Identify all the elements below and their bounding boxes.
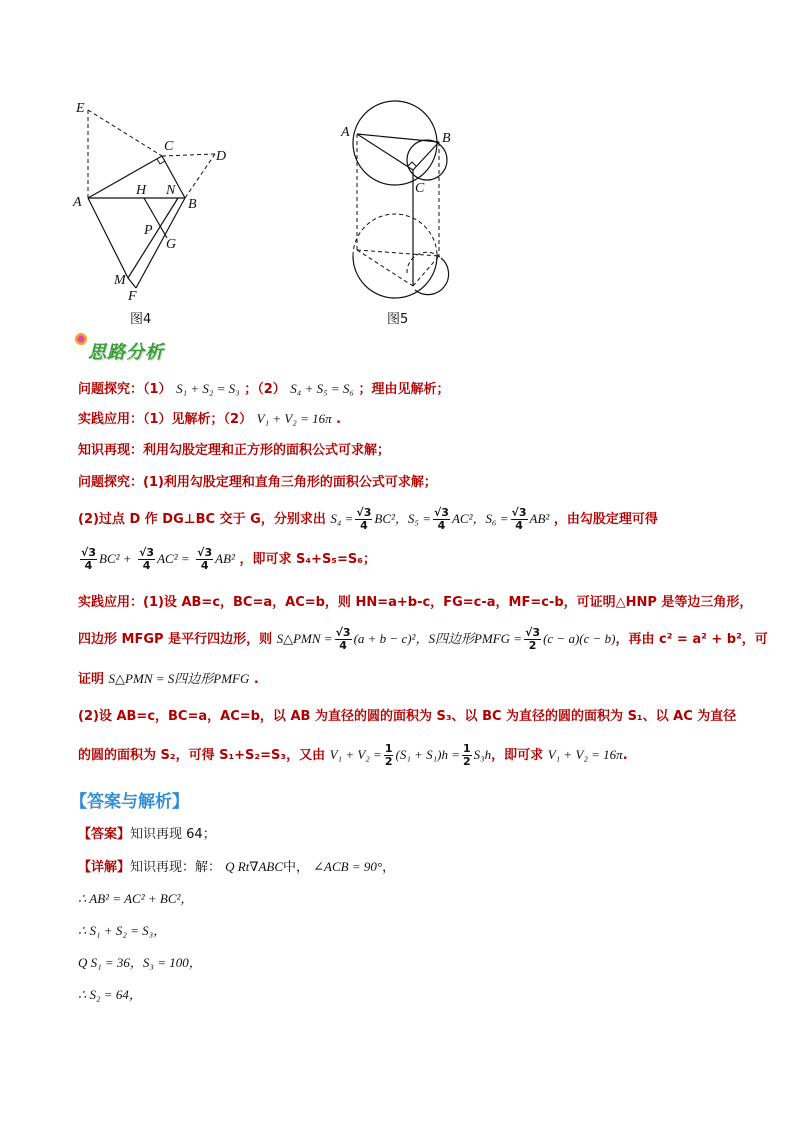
answer-line-2: 【详解】知识再现：解： Q Rt∇ABC中， ∠ACB = 90°，: [78, 859, 396, 875]
figure-4: [70, 98, 240, 308]
point-label-H: H: [136, 183, 147, 198]
point-label-B: B: [442, 131, 451, 146]
point-label-C: C: [164, 139, 174, 154]
analysis-line-8: 四边形 MFGP 是平行四边形，则 S△PMN = $\frac{√3}{4}$ (a + b − c)²，S四边形PMFG = $\frac{√3}{2}$ (c − a)(c − b)，再由 c² = a² + b²，可: [78, 626, 768, 652]
answer-heading: 【答案与解析】: [70, 792, 189, 812]
analysis-line-9: 证明 S△PMN = S四边形PMFG .: [78, 671, 259, 687]
point-label-P: P: [144, 223, 153, 238]
analysis-logo: 思路分析: [80, 338, 172, 364]
figure-5: [335, 98, 465, 308]
figure-5-diagram: [335, 98, 465, 308]
point-label-C: C: [415, 181, 425, 196]
figure-4-diagram: [70, 98, 240, 308]
answer-line-3: ∴ AB² = AC² + BC²，: [78, 891, 194, 906]
point-label-G: G: [166, 237, 177, 252]
analysis-line-2: 实践应用：（1）见解析；（2） V₁ + V₂ = 16π .: [78, 411, 342, 427]
figure-4-caption: 图4: [130, 312, 152, 327]
point-label-N: N: [166, 183, 176, 198]
point-label-E: E: [76, 101, 85, 116]
answer-line-1: 【答案】知识再现 64；: [78, 827, 216, 842]
analysis-line-11: 的圆的面积为 S₂，可得 S₁+S₂=S₃，又由 V₁ + V₂ = $\frac{1}{2}$ (S₁ + S₁)h = $\frac{1}{2}$ S₃h，即可求 V₁ + V₂ = 16π.: [78, 742, 628, 768]
analysis-line-7: 实践应用：(1)设 AB=c，BC=a，AC=b，则 HN=a+b-c，FG=c-a，MF=c-b，可证明△HNP 是等边三角形，: [78, 595, 753, 610]
figure-5-caption: 图5: [387, 312, 409, 327]
analysis-line-5: (2)过点 D 作 DG⊥BC 交于 G，分别求出 S₄ = $\frac{√3}{4}$ BC²，S₅ = $\frac{√3}{4}$ AC²，S₆ = $\frac{√3}{4}$ AB² ，由勾股定理可得: [78, 506, 658, 532]
analysis-line-4: 问题探究：(1)利用勾股定理和直角三角形的面积公式可求解；: [78, 475, 437, 490]
point-label-A: A: [73, 195, 82, 210]
answer-line-5: Q S₁ = 36，S₃ = 100，: [78, 955, 202, 970]
answer-line-6: ∴ S₂ = 64，: [78, 987, 142, 1002]
point-label-D: D: [216, 149, 227, 164]
analysis-line-6: $\frac{√3}{4}$ BC² + $\frac{√3}{4}$ AC² = $\frac{√3}{4}$ AB² ，即可求 S₄+S₅=S₆；: [81, 546, 376, 572]
point-label-F: F: [128, 289, 137, 304]
answer-line-4: ∴ S₁ + S₂ = S₃，: [78, 923, 167, 938]
point-label-A: A: [341, 125, 350, 140]
point-label-M: M: [114, 273, 126, 288]
analysis-line-1: 问题探究：（1） S₁ + S₂ = S₃ ；（2） S₄ + S₅ = S₆ ；理由见解析；: [78, 381, 450, 397]
analysis-line-3: 知识再现：利用勾股定理和正方形的面积公式可求解；: [78, 443, 391, 458]
analysis-line-10: (2)设 AB=c，BC=a，AC=b，以 AB 为直径的圆的面积为 S₃、以 BC 为直径的圆的面积为 S₁、以 AC 为直径: [78, 709, 737, 724]
point-label-B: B: [188, 197, 197, 212]
